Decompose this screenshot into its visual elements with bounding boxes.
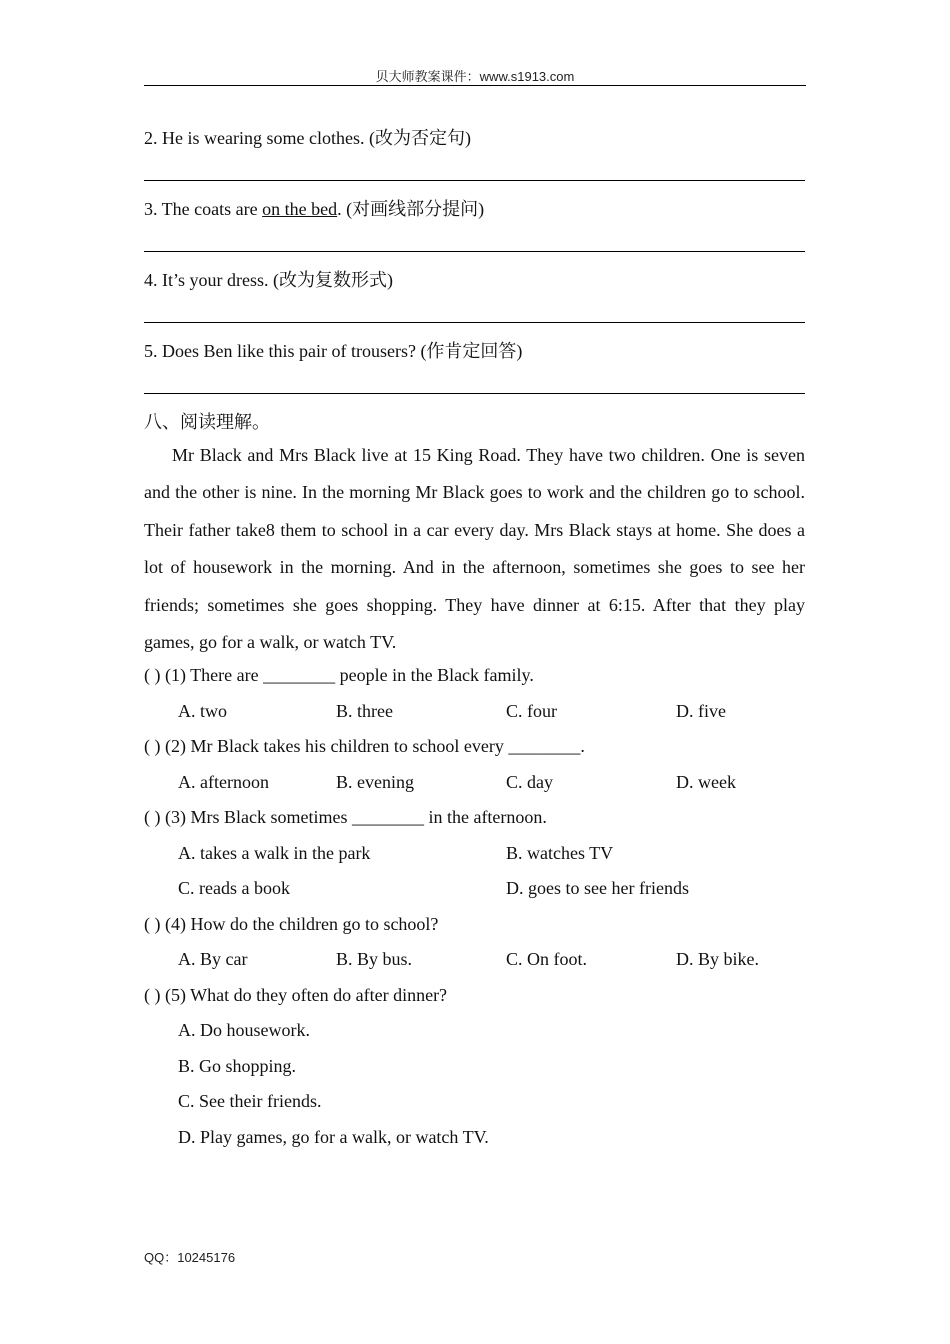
answer-line-4 — [144, 322, 805, 323]
item-5-option-d: D. Play games, go for a walk, or watch TV. — [178, 1127, 489, 1147]
answer-line-3 — [144, 251, 805, 252]
question-4: 4. It’s your dress. (改为复数形式) — [144, 270, 393, 290]
item-1-option-b: B. three — [336, 701, 393, 721]
reading-item-5: ( ) (5) What do they often do after dinner? — [144, 985, 448, 1005]
question-3-underlined: on the bed — [262, 199, 338, 219]
question-3 — [144, 195, 484, 221]
question-3-suffix: . (对画线部分提问) — [337, 199, 485, 219]
question-3-prefix: 3. The coats are — [144, 199, 263, 219]
item-1-option-d: D. five — [676, 701, 726, 721]
item-5-option-a: A. Do housework. — [178, 1020, 310, 1040]
question-5: 5. Does Ben like this pair of trousers? (作肯定回答) — [144, 341, 523, 361]
reading-item-1: ( ) (1) There are ________ people in the Black family. — [144, 665, 534, 685]
item-5-option-b: B. Go shopping. — [178, 1056, 297, 1076]
item-2-option-b: B. evening — [336, 772, 414, 792]
item-1-option-c: C. four — [506, 701, 557, 721]
item-4-option-b: B. By bus. — [336, 949, 413, 969]
item-3-option-a: A. takes a walk in the park — [178, 843, 371, 863]
reading-item-3: ( ) (3) Mrs Black sometimes ________ in the afternoon. — [144, 807, 547, 827]
item-4-option-a: A. By car — [178, 949, 248, 969]
reading-passage: Mr Black and Mrs Black live at 15 King Road. They have two children. One is seven and the other is nine. In the morning Mr Black goes to work and the children go to school. Their father take8 them to school in a car every day. Mrs Black stays at home. She does a lot of housework in the morning. And in the afternoon, sometimes she goes to see her friends; sometimes she goes shopping. They have dinner at 6:15. After that they play games, go for a walk, or watch TV. — [144, 445, 805, 653]
item-4-option-d: D. By bike. — [676, 949, 759, 969]
item-5-option-c: C. See their friends. — [178, 1091, 322, 1111]
item-4-option-c: C. On foot. — [506, 949, 587, 969]
answer-line-5 — [144, 393, 805, 394]
reading-item-2: ( ) (2) Mr Black takes his children to school every ________. — [144, 736, 585, 756]
item-2-option-a: A. afternoon — [178, 772, 269, 792]
page-footer: QQ：10245176 — [144, 1250, 236, 1265]
header-rule — [144, 85, 806, 86]
item-3-option-b: B. watches TV — [506, 843, 614, 863]
answer-line-2 — [144, 180, 805, 181]
item-3-option-d: D. goes to see her friends — [506, 878, 689, 898]
question-2: 2. He is wearing some clothes. (改为否定句) — [144, 128, 471, 148]
reading-item-4: ( ) (4) How do the children go to school? — [144, 914, 439, 934]
item-2-option-d: D. week — [676, 772, 736, 792]
page-header: 贝大师教案课件：www.s1913.com — [375, 69, 575, 84]
section-title: 八、阅读理解。 — [144, 412, 270, 432]
item-2-option-c: C. day — [506, 772, 553, 792]
item-1-option-a: A. two — [178, 701, 227, 721]
item-3-option-c: C. reads a book — [178, 878, 290, 898]
